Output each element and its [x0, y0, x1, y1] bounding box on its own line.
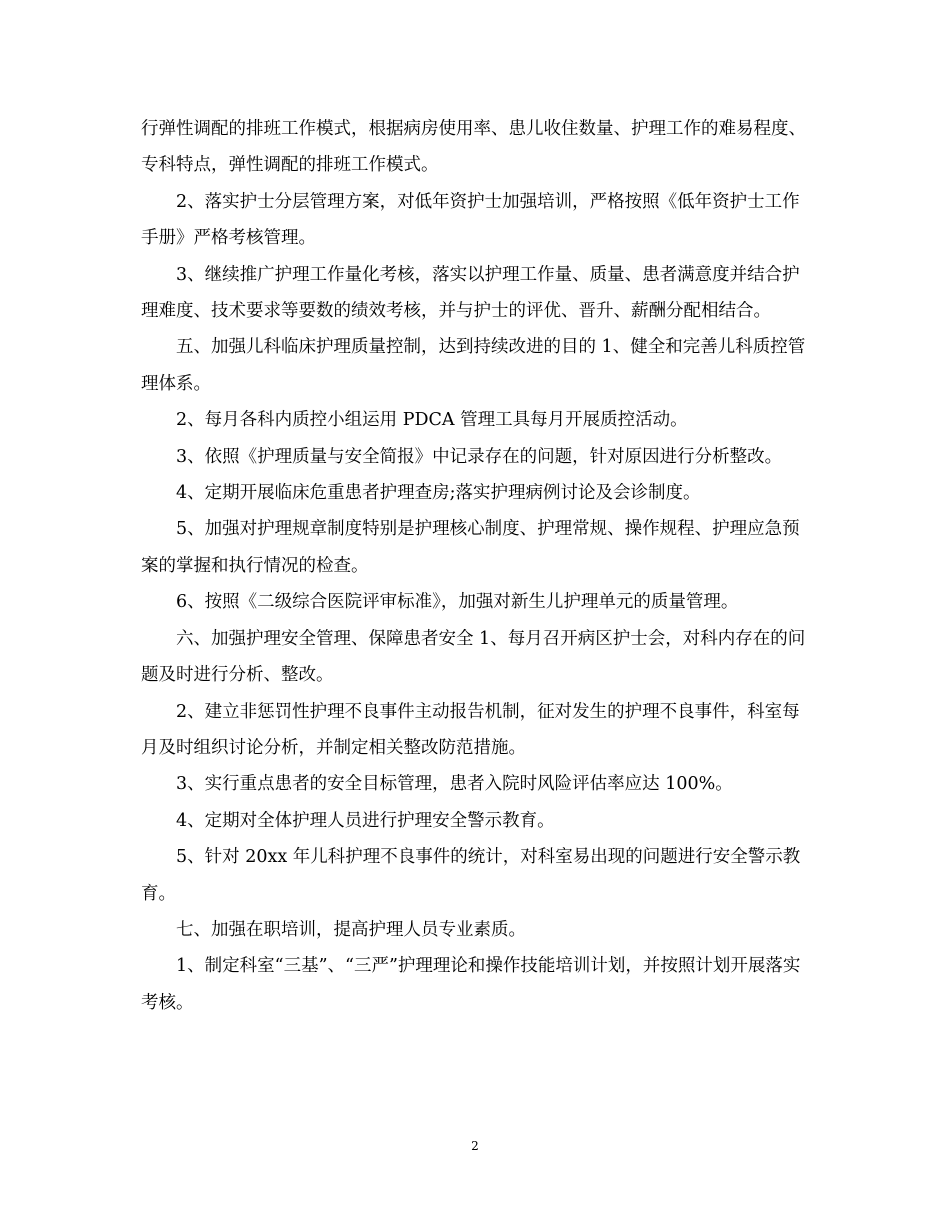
paragraph-6: 3、依照《护理质量与安全简报》中记录存在的问题，针对原因进行分析整改。: [176, 446, 783, 467]
paragraph-4: 五、加强儿科临床护理质量控制，达到持续改进的目的 1、健全和完善儿科质控管理体系。: [141, 337, 806, 394]
document-body: [141, 111, 813, 1021]
paragraph-8: 5、加强对护理规章制度特别是护理核心制度、护理常规、操作规程、护理应急预案的掌握和执行情况的检查。: [141, 519, 800, 576]
paragraph-2: 2、落实护士分层管理方案，对低年资护士加强培训，严格按照《低年资护士工作手册》严格考核管理。: [141, 191, 800, 249]
paragraph-14: 5、针对 20xx 年儿科护理不良事件的统计，对科室易出现的问题进行安全警示教育。: [141, 847, 801, 904]
paragraph-9: 6、按照《二级综合医院评审标准》，加强对新生儿护理单元的质量管理。: [176, 592, 739, 613]
paragraph-10: 六、加强护理安全管理、保障患者安全 1、每月召开病区护士会，对科内存在的问题及时进行分析、整改。: [141, 628, 806, 686]
paragraph-7: 4、定期开展临床危重患者护理查房;落实护理病例讨论及会诊制度。: [176, 483, 701, 504]
paragraph-5: 2、每月各科内质控小组运用 PDCA 管理工具每月开展质控活动。: [176, 410, 688, 431]
page-number: 2: [471, 1139, 479, 1153]
paragraph-3: 3、继续推广护理工作量化考核，落实以护理工作量、质量、患者满意度并结合护理难度、技术要求等要数的绩效考核，并与护士的评优、晋升、薪酬分配相结合。: [141, 264, 800, 322]
paragraph-12: 3、实行重点患者的安全目标管理，患者入院时风险评估率应达 100%。: [176, 774, 733, 795]
paragraph-1: 行弹性调配的排班工作模式，根据病房使用率、患儿收住数量、护理工作的难易程度、专科特点，弹性调配的排班工作模式。: [141, 119, 806, 176]
paragraph-11: 2、建立非惩罚性护理不良事件主动报告机制，征对发生的护理不良事件，科室每月及时组织讨论分析，并制定相关整改防范措施。: [141, 701, 800, 758]
paragraph-16: 1、制定科室“三基”、“三严”护理理论和操作技能培训计划，并按照计划开展落实考核。: [141, 956, 801, 1013]
paragraph-13: 4、定期对全体护理人员进行护理安全警示教育。: [176, 810, 555, 831]
paragraph-15: 七、加强在职培训，提高护理人员专业素质。: [176, 919, 526, 940]
